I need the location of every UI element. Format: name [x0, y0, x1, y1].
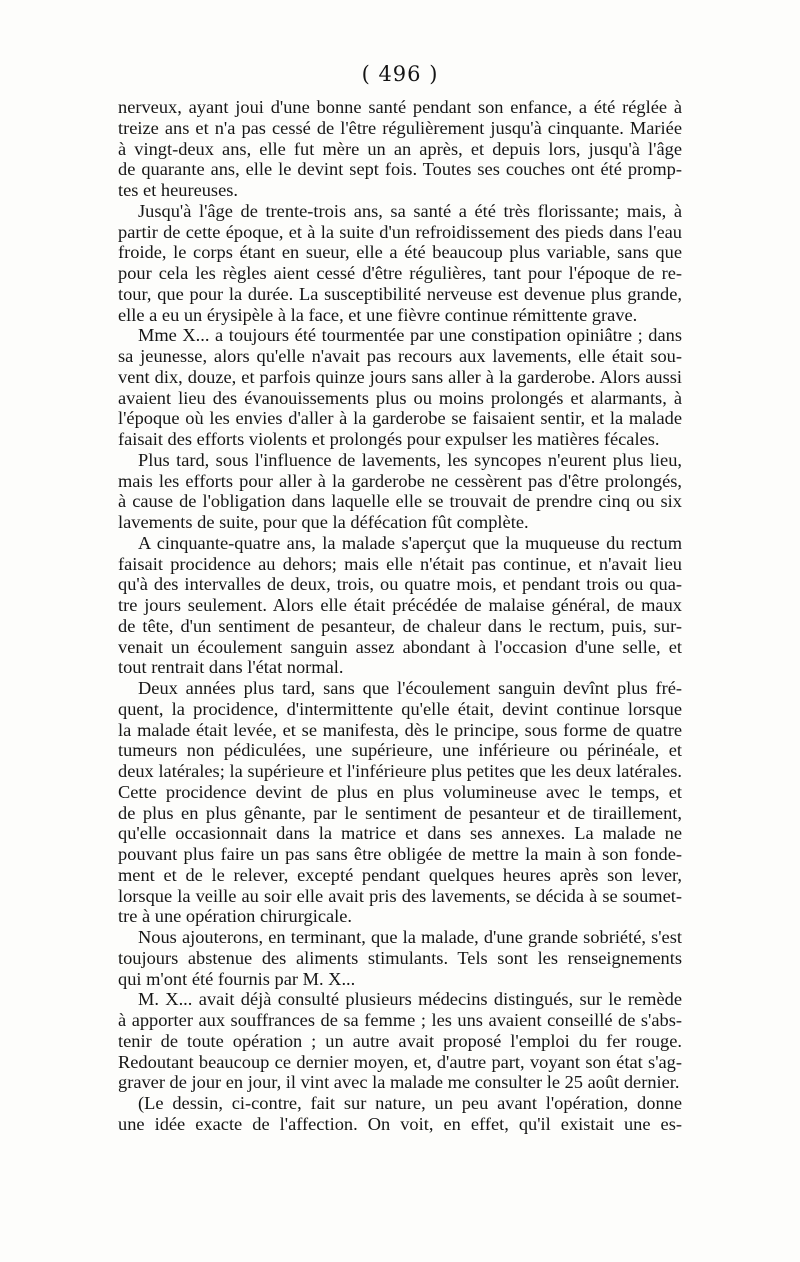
- text-line: vent dix, douze, et parfois quinze jours sans aller à la garderobe. Alors aussi: [118, 366, 682, 387]
- text-line: elle a eu un érysipèle à la face, et une fièvre continue rémittente grave.: [118, 304, 638, 325]
- text-line: de tête, d'un sentiment de pesanteur, de chaleur dans le rectum, puis, sur-: [118, 615, 682, 636]
- text-line: toujours abstenue des aliments stimulants. Tels sont les renseignements: [118, 947, 682, 968]
- page-number: ( 496 ): [361, 62, 439, 86]
- text-line: quent, la procidence, d'intermittente qu'elle était, devint continue lorsque: [118, 698, 682, 719]
- text-line: tumeurs non pédiculées, une supérieure, une inférieure ou périnéale, et: [118, 740, 682, 761]
- text-line: Mme X... a toujours été tourmentée par une constipation opiniâtre ; dans: [138, 325, 682, 346]
- text-line: partir de cette époque, et à la suite d'un refroidissement des pieds dans l'eau: [118, 221, 682, 242]
- text-line: treize ans et n'a pas cessé de l'être régulièrement jusqu'à cinquante. Mariée: [118, 117, 682, 138]
- text-line: Deux années plus tard, sans que l'écoulement sanguin devînt plus fré-: [138, 678, 682, 698]
- text-line: venait un écoulement sanguin assez abondant à l'occasion d'une selle, et: [118, 636, 682, 657]
- text-line: une idée exacte de l'affection. On voit, en effet, qu'il existait une es-: [118, 1113, 682, 1134]
- body-text: [118, 97, 682, 1135]
- text-line: nerveux, ayant joui d'une bonne santé pendant son enfance, a été réglée à: [118, 97, 682, 117]
- text-line: pouvant plus faire un pas sans être obligée de mettre la main à son fonde-: [118, 844, 682, 864]
- text-line: tour, que pour la durée. La susceptibilité nerveuse est devenue plus grande,: [118, 283, 682, 304]
- text-line: Jusqu'à l'âge de trente-trois ans, sa santé a été très florissante; mais, à: [138, 200, 682, 221]
- text-line: M. X... avait déjà consulté plusieurs médecins distingués, sur le remède: [138, 989, 682, 1010]
- text-line: la malade était levée, et se manifesta, dès le principe, sous forme de quatre: [118, 719, 682, 740]
- text-line: à cause de l'obligation dans laquelle elle se trouvait de prendre cinq ou six: [118, 491, 682, 512]
- text-line: qui m'ont été fournis par M. X...: [118, 968, 356, 989]
- text-line: graver de jour en jour, il vint avec la malade me consulter le 25 août dernier.: [118, 1072, 680, 1093]
- text-line: de plus en plus gênante, par le sentiment de pesanteur et de tiraillement,: [118, 802, 682, 823]
- text-line: à apporter aux souffrances de sa femme ; les uns avaient conseillé de s'abs-: [118, 1010, 682, 1030]
- text-line: sa jeunesse, alors qu'elle n'avait pas recours aux lavements, elle était sou-: [118, 346, 682, 366]
- text-line: faisait des efforts violents et prolongés pour expulser les matières fécales.: [118, 429, 660, 449]
- text-line: pour cela les règles aient cessé d'être régulières, tant pour l'époque de re-: [118, 263, 682, 283]
- text-line: froide, le corps étant en sueur, elle a été beaucoup plus variable, sans que: [118, 242, 682, 263]
- text-line: lorsque la veille au soir elle avait pris des lavements, se décida à se soumet-: [118, 885, 682, 906]
- text-line: tout rentrait dans l'état normal.: [118, 657, 344, 678]
- text-line: faisait procidence au dehors; mais elle n'était pas continue, et n'avait lieu: [118, 553, 682, 574]
- text-line: l'époque où les envies d'aller à la garderobe se faisaient sentir, et la malade: [118, 408, 682, 429]
- text-line: tenir de toute opération ; un autre avait proposé l'emploi du fer rouge.: [118, 1030, 682, 1051]
- text-line: mais les efforts pour aller à la garderobe ne cessèrent pas d'être prolongés,: [118, 470, 682, 491]
- text-line: Redoutant beaucoup ce dernier moyen, et, d'autre part, voyant son état s'ag-: [118, 1051, 682, 1072]
- text-line: ment et de le relever, excepté pendant quelques heures après son lever,: [118, 864, 682, 885]
- text-line: A cinquante-quatre ans, la malade s'aperçut que la muqueuse du rectum: [138, 532, 682, 553]
- text-line: avaient lieu des évanouissements plus ou moins prolongés et alarmants, à: [118, 387, 682, 408]
- text-line: tre à une opération chirurgicale.: [118, 906, 353, 927]
- text-line: Nous ajouterons, en terminant, que la malade, d'une grande sobriété, s'est: [138, 927, 682, 947]
- text-line: tre jours seulement. Alors elle était précédée de malaise général, de maux: [118, 595, 682, 615]
- text-line: deux latérales; la supérieure et l'inférieure plus petites que les deux latérales.: [118, 761, 682, 781]
- text-line: tes et heureuses.: [118, 180, 239, 200]
- text-line: de quarante ans, elle le devint sept fois. Toutes ses couches ont été promp-: [118, 159, 682, 180]
- text-line: qu'elle occasionnait dans la matrice et dans ses annexes. La malade ne: [118, 823, 682, 844]
- text-line: qu'à des intervalles de deux, trois, ou quatre mois, et pendant trois ou qua-: [118, 574, 682, 595]
- text-line: Plus tard, sous l'influence de lavements, les syncopes n'eurent plus lieu,: [138, 449, 682, 470]
- text-line: lavements de suite, pour que la défécation fût complète.: [118, 512, 529, 532]
- text-line: à vingt-deux ans, elle fut mère un an après, et depuis lors, jusqu'à l'âge: [118, 138, 682, 159]
- text-line: (Le dessin, ci-contre, fait sur nature, un peu avant l'opération, donne: [138, 1093, 682, 1113]
- text-line: Cette procidence devint de plus en plus volumineuse avec le temps, et: [118, 781, 682, 802]
